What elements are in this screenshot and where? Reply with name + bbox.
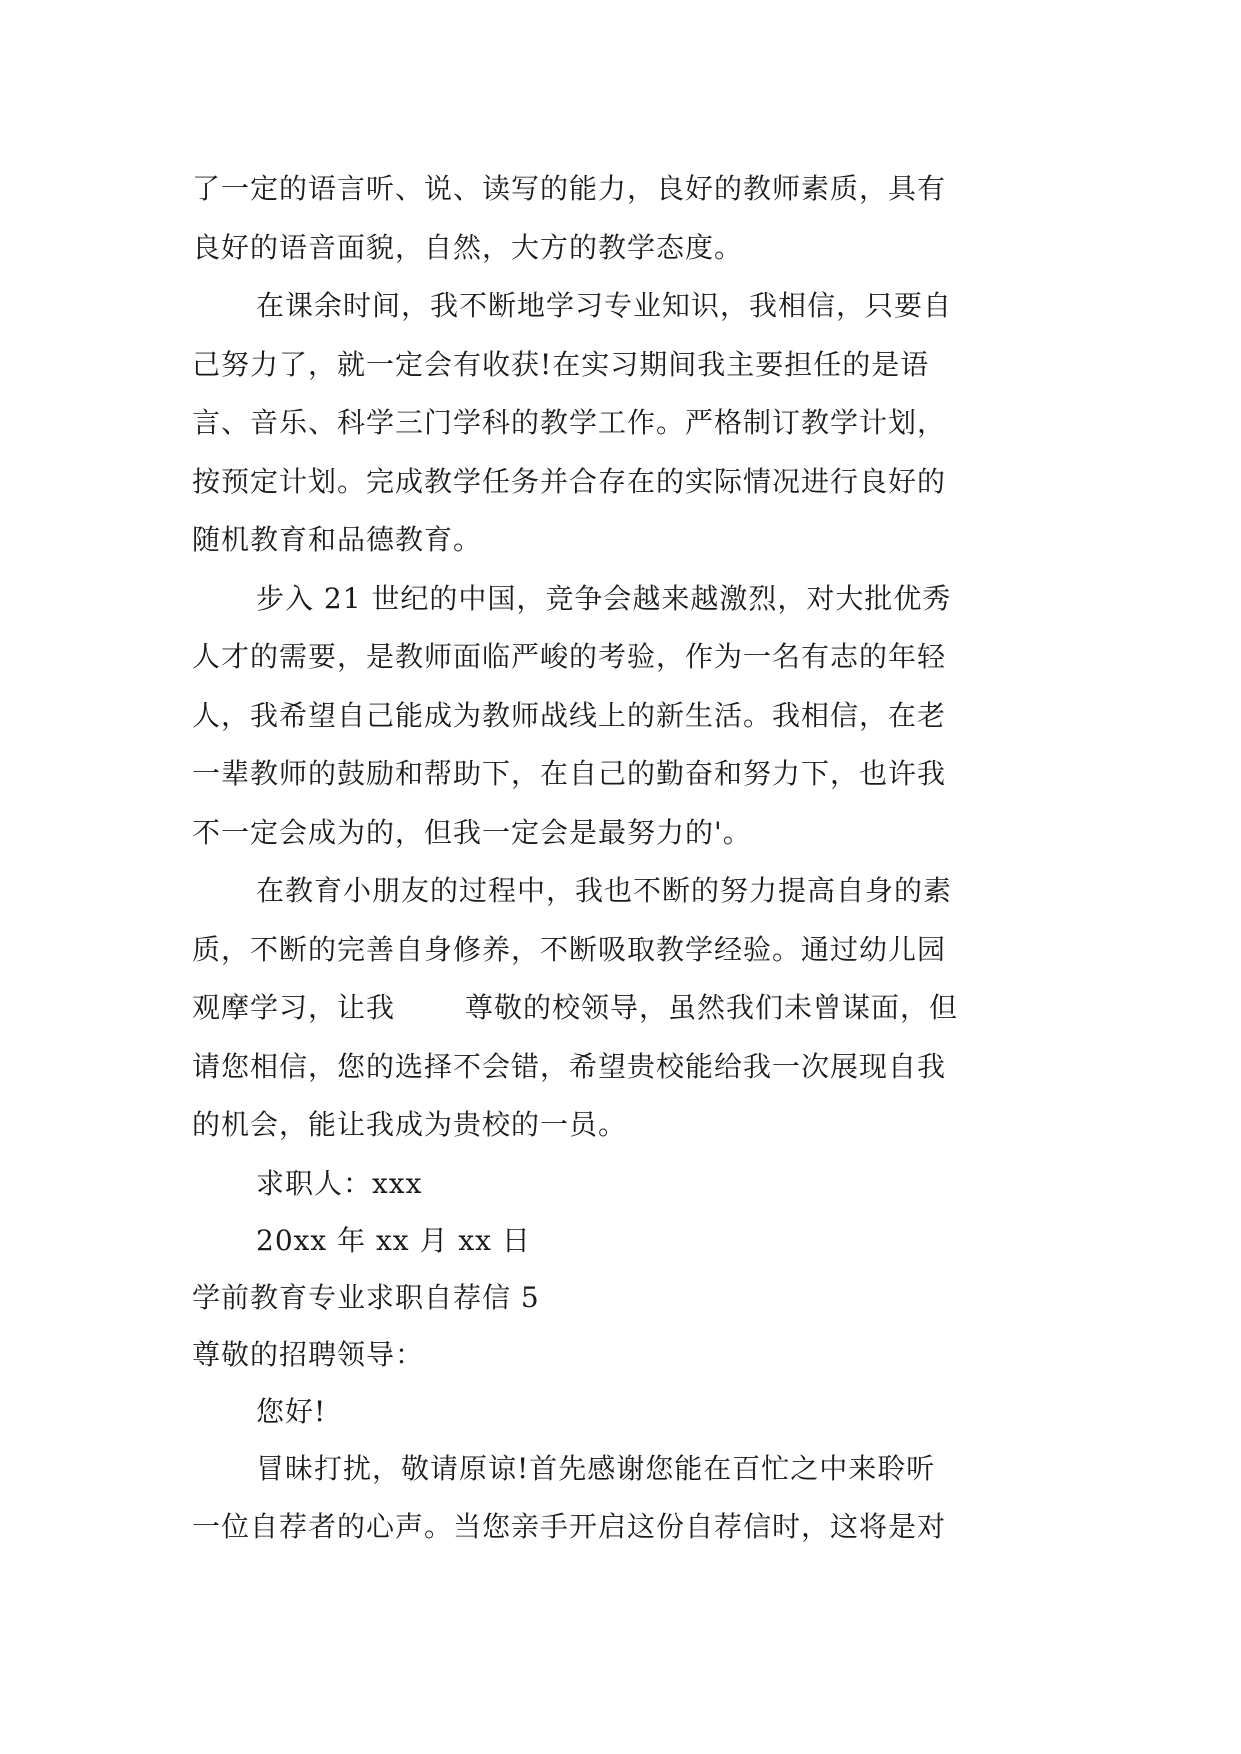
text-line: 的机会，能让我成为贵校的一员。: [192, 1108, 628, 1141]
text-line: 按预定计划。完成教学任务并合存在的实际情况进行良好的: [192, 464, 947, 498]
text-line: 了一定的语言听、说、读写的能力，良好的教师素质，具有: [192, 172, 947, 205]
text-line: 人才的需要，是教师面临严峻的考验，作为一名有志的年轻: [192, 640, 947, 673]
text-line: 良好的语音面貌，自然，大方的教学态度。: [192, 230, 744, 264]
text-line: 己努力了，就一定会有收获!在实习期间我主要担任的是语: [192, 347, 930, 381]
paragraph-first-line: 步入 21 世纪的中国，竞争会越来越激烈，对大批优秀: [256, 581, 952, 615]
document-body: [192, 160, 1052, 1557]
letter-title: 学前教育专业求职自荐信 5: [192, 1280, 540, 1314]
paragraph-first-line: 在教育小朋友的过程中，我也不断的努力提高自身的素: [256, 874, 953, 907]
text-line: 人，我希望自己能成为教师战线上的新生活。我相信，在老: [192, 698, 947, 732]
text-line: 请您相信，您的选择不会错，希望贵校能给我一次展现自我: [192, 1049, 947, 1083]
text-line: 质，不断的完善自身修养，不断吸取教学经验。通过幼儿园: [192, 932, 947, 966]
text-fragment: 尊敬的校领导，虽然我们未曾谋面，但: [465, 991, 959, 1024]
letter-greeting: 您好!: [256, 1394, 327, 1428]
applicant-signature: 求职人：xxx: [256, 1166, 423, 1200]
signature-date: 20xx 年 xx 月 xx 日: [256, 1223, 531, 1257]
text-line: 随机教育和品德教育。: [192, 523, 483, 556]
text-line: 一辈教师的鼓励和帮助下，在自己的勤奋和努力下，也许我: [192, 757, 947, 790]
paragraph-first-line: 在课余时间，我不断地学习专业知识，我相信，只要自: [256, 289, 953, 322]
text-line: 一位自荐者的心声。当您亲手开启这份自荐信时，这将是对: [192, 1510, 947, 1543]
text-line: [192, 979, 1052, 1038]
text-line: 言、音乐、科学三门学科的教学工作。严格制订教学计划，: [192, 406, 947, 439]
text-line: 不一定会成为的，但我一定会是最努力的'。: [192, 815, 752, 849]
text-fragment: 观摩学习，让我: [192, 991, 396, 1024]
paragraph-first-line: 冒昧打扰，敬请原谅!首先感谢您能在百忙之中来聆听: [256, 1451, 936, 1485]
letter-salutation: 尊敬的招聘领导：: [192, 1337, 425, 1371]
